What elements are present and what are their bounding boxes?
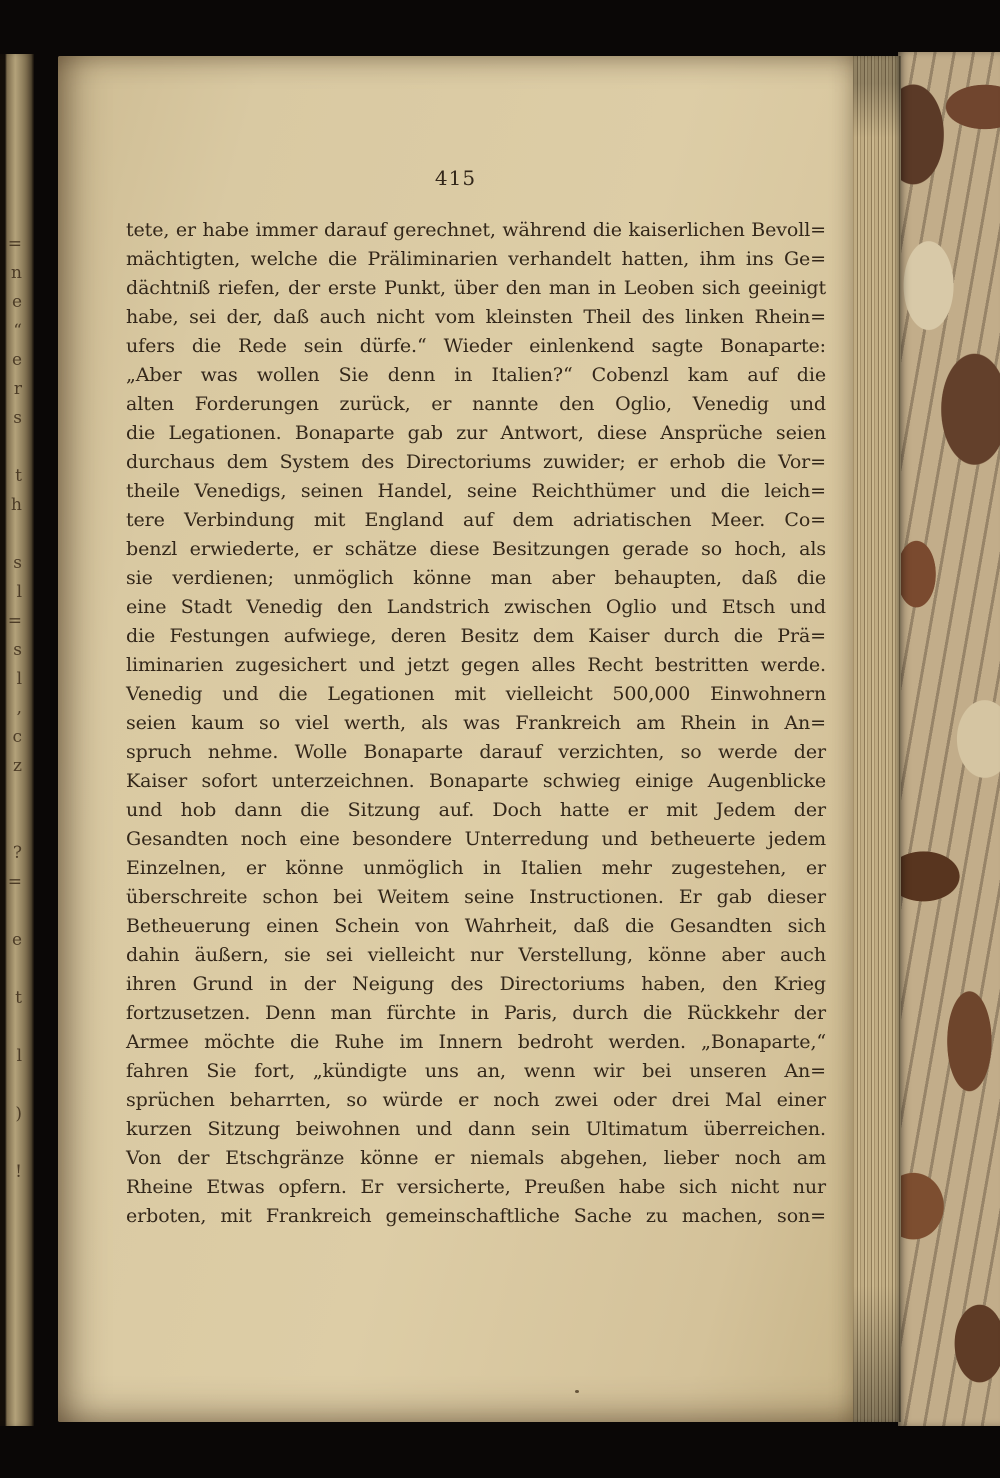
text-line: Venedig und die Legationen mit vielleicht 500,000 Einwohnern [126, 683, 826, 705]
text-line: und hob dann die Sitzung auf. Doch hatte er mit Jedem der [126, 799, 826, 821]
text-line: tere Verbindung mit England auf dem adriatischen Meer. Co= [126, 509, 826, 531]
gutter-glyph [0, 1216, 26, 1245]
gutter-glyph: z [13, 756, 22, 776]
gutter-glyph: n [11, 263, 22, 283]
gutter-glyph: = [7, 611, 22, 631]
gutter-glyph: = [7, 234, 22, 254]
text-line: Einzelnen, er könne unmöglich in Italien mehr zugestehen, er [126, 857, 826, 879]
text-line: liminarien zugesichert und jetzt gegen alles Recht bestritten werde. [126, 654, 826, 676]
text-line: benzl erwiederte, er schätze diese Besitzungen gerade so hoch, als [126, 538, 826, 560]
text-line: dächtniß riefen, der erste Punkt, über den man in Leoben sich geeinigt [126, 277, 826, 299]
text-line: ufers die Rede sein dürfe.“ Wieder einlenkend sagte Bonaparte: [126, 335, 826, 357]
gutter-glyph: ! [15, 1162, 22, 1182]
gutter-glyph [0, 520, 26, 549]
gutter-glyph: e [11, 292, 22, 312]
gutter-glyph: l [16, 669, 22, 689]
gutter-glyph: r [13, 379, 22, 399]
text-line: fahren Sie fort, „kündigte uns an, wenn wir bei unseren An= [126, 1060, 826, 1082]
text-line: sprüchen beharrten, so würde er noch zwei oder drei Mal einer [126, 1089, 826, 1111]
gutter-glyph: t [15, 466, 22, 486]
page-text [126, 216, 826, 1231]
gutter-glyph [0, 897, 26, 926]
gutter-glyph: s [13, 553, 22, 573]
text-line: Kaiser sofort unterzeichnen. Bonaparte schwieg einige Augenblicke [126, 770, 826, 792]
text-line: theile Venedigs, seinen Handel, seine Reichthümer und die leich= [126, 480, 826, 502]
text-line: eine Stadt Venedig den Landstrich zwischen Oglio und Etsch und [126, 596, 826, 618]
gutter-glyph [0, 1013, 26, 1042]
text-line: alten Forderungen zurück, er nannte den Oglio, Venedig und [126, 393, 826, 415]
gutter-glyph [0, 810, 26, 839]
marbled-cover [898, 52, 1000, 1426]
gutter-glyph: “ [13, 321, 22, 341]
text-line: tete, er habe immer darauf gerechnet, während die kaiserlichen Bevoll= [126, 219, 826, 241]
text-line: ihren Grund in der Neigung des Directoriums haben, den Krieg [126, 973, 826, 995]
text-line: fortzusetzen. Denn man fürchte in Paris, durch die Rückkehr der [126, 1002, 826, 1024]
text-line: die Legationen. Bonaparte gab zur Antwort, diese Ansprüche seien [126, 422, 826, 444]
dust-speck [575, 1390, 579, 1393]
gutter-glyph [0, 781, 26, 810]
text-line: mächtigten, welche die Präliminarien verhandelt hatten, ihm ins Ge= [126, 248, 826, 270]
text-line: Von der Etschgränze könne er niemals abgehen, lieber noch am [126, 1147, 826, 1169]
text-line: Armee möchte die Ruhe im Innern bedroht werden. „Bonaparte,“ [126, 1031, 826, 1053]
text-line: überschreite schon bei Weitem seine Instructionen. Er gab dieser [126, 886, 826, 908]
gutter-glyph: e [11, 350, 22, 370]
gutter-glyph [0, 433, 26, 462]
gutter-glyph-column [0, 230, 26, 1245]
gutter-glyph: t [15, 988, 22, 1008]
gutter-glyph: s [13, 640, 22, 660]
text-line: „Aber was wollen Sie denn in Italien?“ Cobenzl kam auf die [126, 364, 826, 386]
gutter-glyph [0, 1187, 26, 1216]
text-line: Betheuerung einen Schein von Wahrheit, daß die Gesandten sich [126, 915, 826, 937]
gutter-glyph: , [16, 698, 22, 718]
text-line: die Festungen aufwiege, deren Besitz dem Kaiser durch die Prä= [126, 625, 826, 647]
text-line: spruch nehme. Wolle Bonaparte darauf verzichten, so werde der [126, 741, 826, 763]
text-line: dahin äußern, sie sei vielleicht nur Verstellung, könne aber auch [126, 944, 826, 966]
gutter-glyph: ) [15, 1104, 22, 1124]
text-line: durchaus dem System des Directoriums zuwider; er erhob die Vor= [126, 451, 826, 473]
gutter-glyph [0, 1129, 26, 1158]
gutter-glyph [0, 1071, 26, 1100]
gutter-glyph [0, 955, 26, 984]
text-line: seien kaum so viel werth, als was Frankreich am Rhein in An= [126, 712, 826, 734]
facing-page-edge [0, 54, 34, 1426]
text-line: sie verdienen; unmöglich könne man aber behaupten, daß die [126, 567, 826, 589]
gutter-glyph: h [11, 495, 22, 515]
page-number: 415 [434, 166, 477, 190]
text-line: kurzen Sitzung beiwohnen und dann sein Ultimatum überreichen. [126, 1118, 826, 1140]
text-line: erboten, mit Frankreich gemeinschaftliche Sache zu machen, son= [126, 1205, 826, 1227]
gutter-glyph: s [13, 408, 22, 428]
page-edges [851, 56, 901, 1422]
gutter-glyph: l [16, 582, 22, 602]
gutter-glyph: l [16, 1046, 22, 1066]
gutter-glyph: ? [12, 843, 22, 863]
gutter-glyph: c [12, 727, 22, 747]
gutter-glyph: e [11, 930, 22, 950]
book-page [58, 56, 853, 1422]
gutter-glyph: = [7, 872, 22, 892]
text-line: Rheine Etwas opfern. Er versicherte, Preußen habe sich nicht nur [126, 1176, 826, 1198]
text-line: habe, sei der, daß auch nicht vom kleinsten Theil des linken Rhein= [126, 306, 826, 328]
text-line: Gesandten noch eine besondere Unterredung und betheuerte jedem [126, 828, 826, 850]
